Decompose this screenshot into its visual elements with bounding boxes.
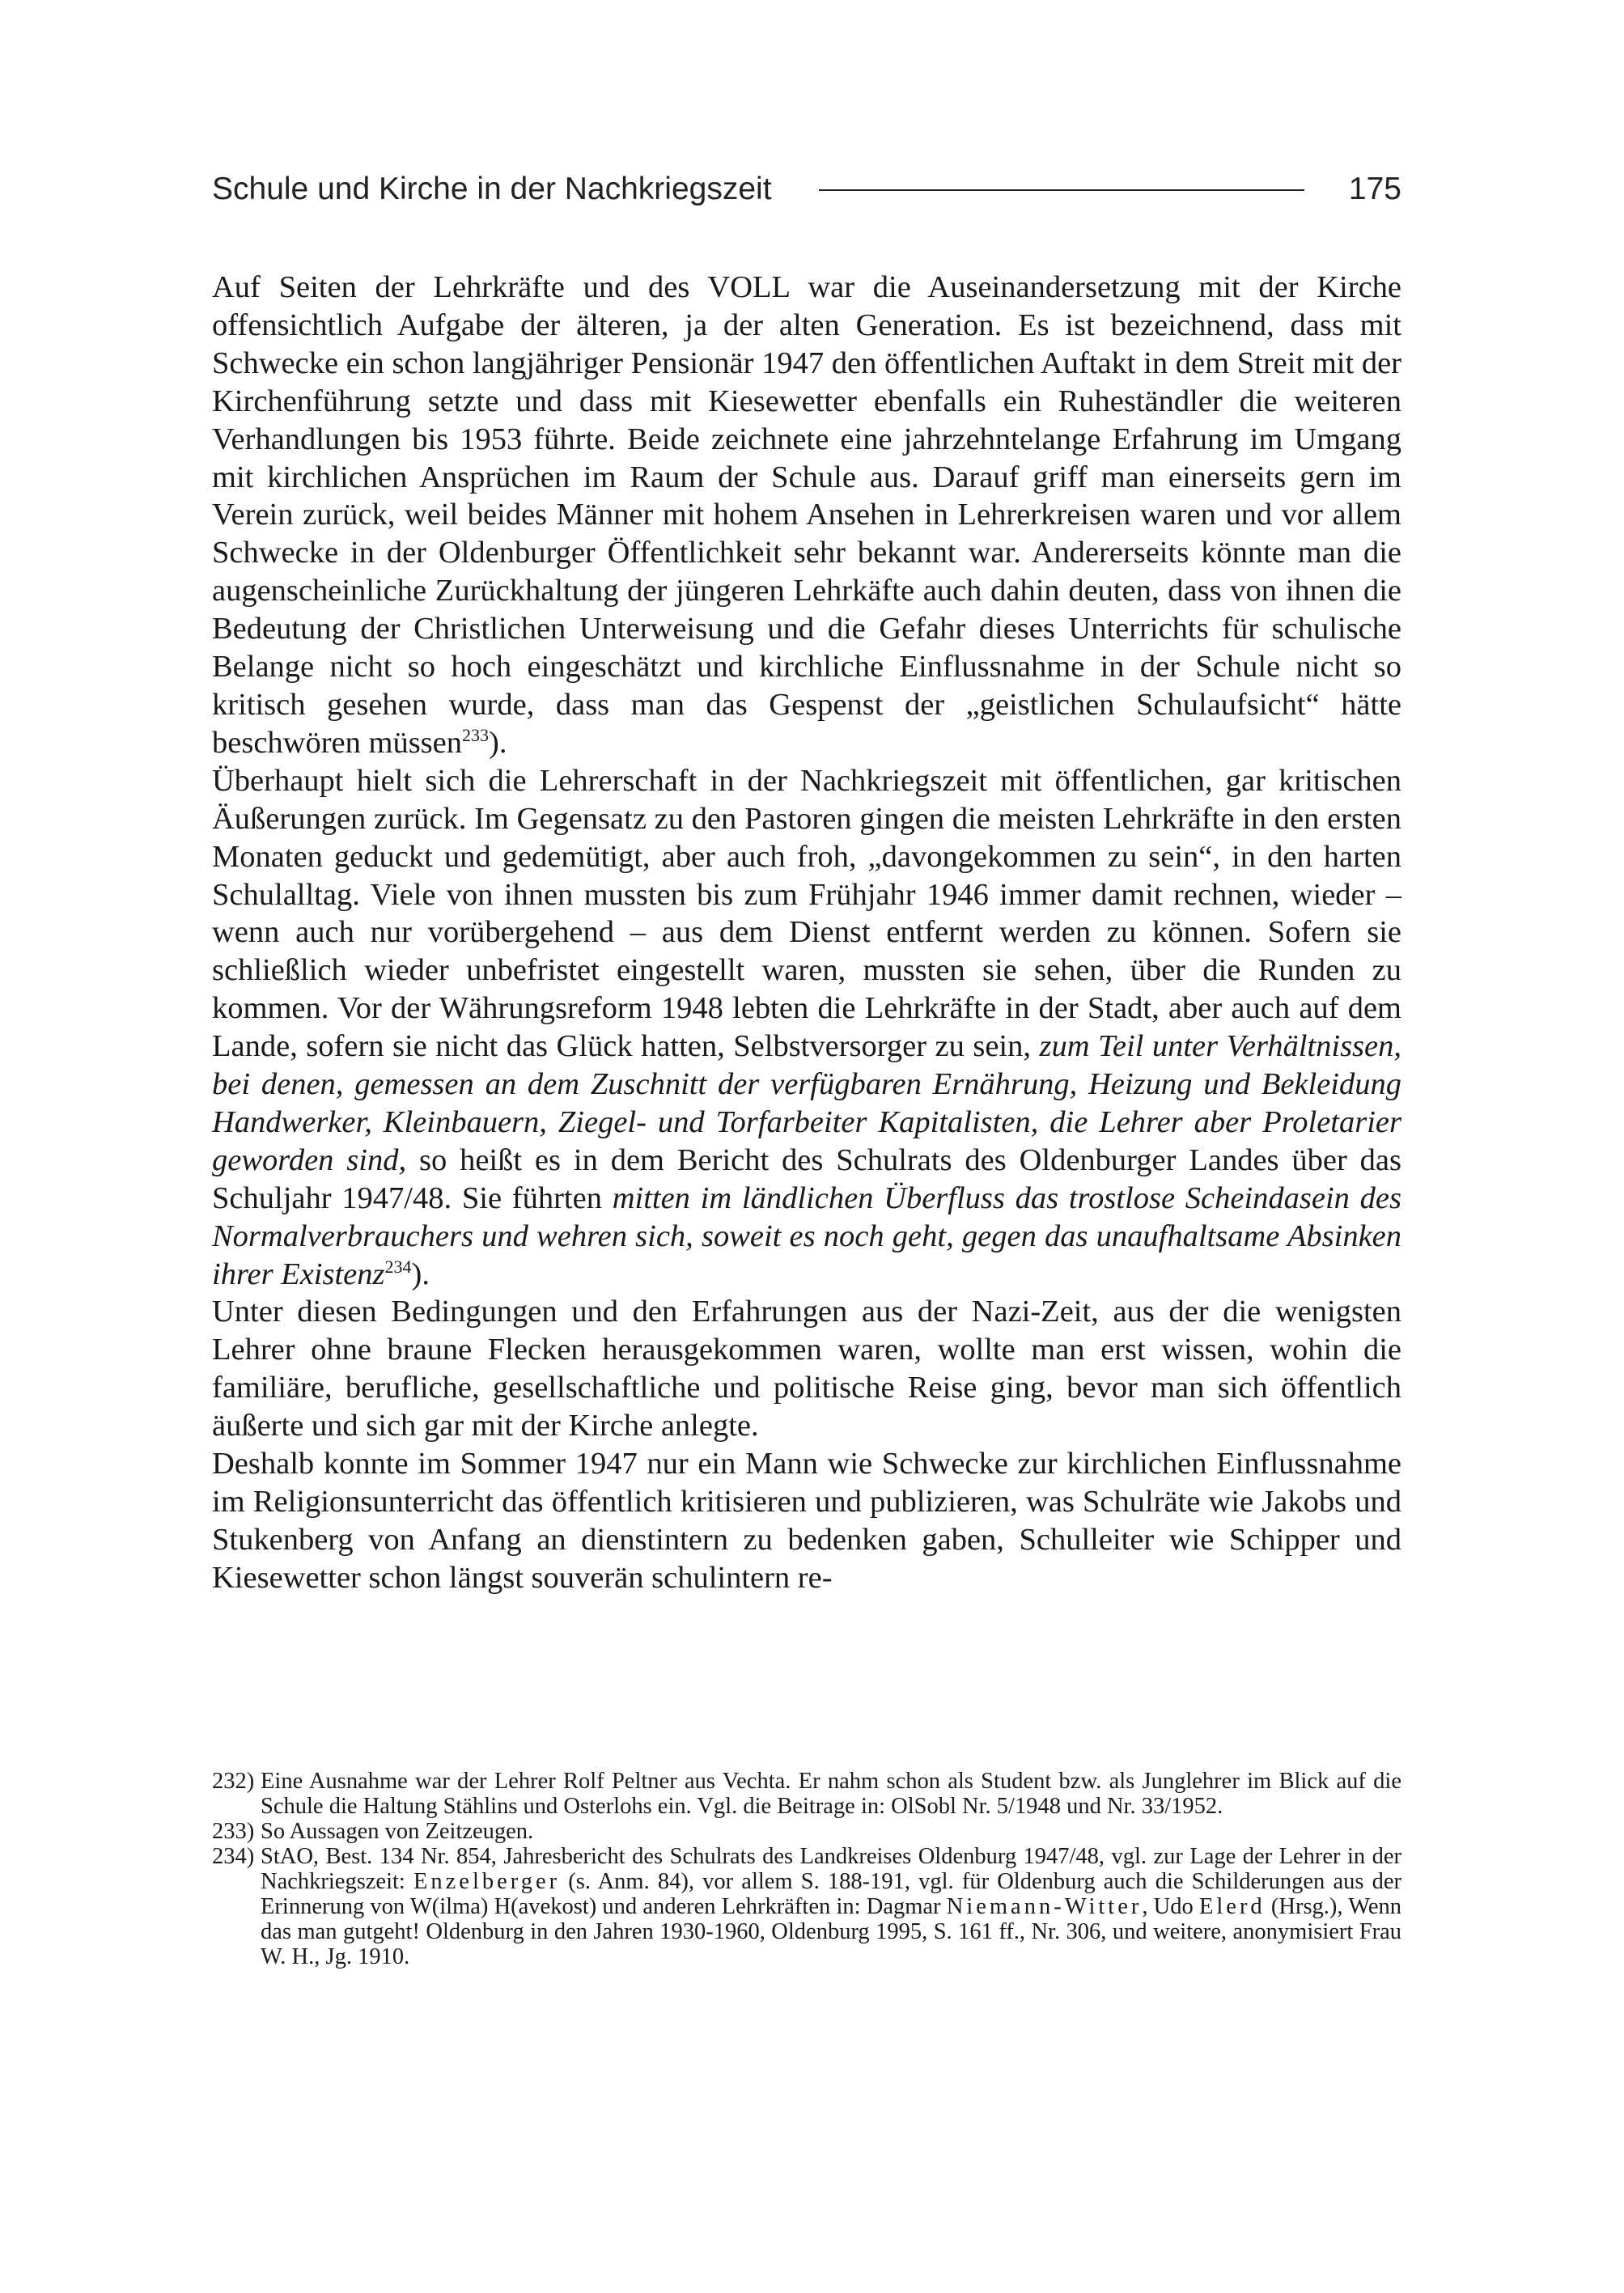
page-number: 175: [1348, 172, 1401, 206]
author-name-spaced: Enzelberger: [413, 1869, 561, 1894]
quotation-italic: mitten im ländlichen Überfluss das trostlose Scheindasein des Normalverbrauchers und wehren sich, soweit es noch geht, gegen das unaufhaltsame Absinken ihrer Existenz: [212, 1180, 1401, 1291]
footnote-number: 233): [212, 1819, 255, 1844]
text-run: ).: [489, 725, 507, 760]
running-title: Schule und Kirche in der Nachkriegszeit: [212, 172, 772, 206]
footnote: [212, 1769, 1401, 1819]
quotation-italic: zum Teil unter Verhältnissen, bei denen, gemessen an dem Zuschnitt der verfügbaren Ernährung, Heizung und Bekleidung Handwerker, Kleinbauern, Ziegel- und Torfarbeiter Kapitalisten, die Lehrer aber Proletarier geworden sind,: [212, 1029, 1402, 1177]
footnote-text: (Hrsg.), Wenn das man gutgeht! Oldenburg in den Jahren 1930-1960, Oldenburg 1995, S. 161 ff., Nr. 306, und weitere, anonymisiert Frau W. H., Jg. 1910.: [261, 1894, 1401, 1969]
paragraph: [212, 1293, 1401, 1445]
footnote-text: Eine Ausnahme war der Lehrer Rolf Peltner aus Vechta. Er nahm schon als Student bzw. als Junglehrer im Blick auf die Schule die Haltung Stählins und Osterlohs ein. Vgl. die Beitrage in: OlSobl Nr. 5/1948 und Nr. 33/1952.: [261, 1769, 1401, 1819]
footnote: [212, 1844, 1401, 1969]
footnote-text: , Udo: [1142, 1894, 1199, 1919]
paragraph: [212, 762, 1401, 1294]
text-run: Unter diesen Bedingungen und den Erfahrungen aus der Nazi-Zeit, aus der die wenigsten Lehrer ohne braune Flecken herausgekommen waren, wollte man erst wissen, wohin die familiäre, berufliche, gesellschaftliche und politische Reise ging, bevor man sich öffentlich äußerte und sich gar mit der Kirche anlegte.: [212, 1295, 1401, 1443]
author-name-spaced: Niemann-Witter: [946, 1894, 1143, 1919]
footnote: [212, 1819, 1401, 1844]
text-run: so heißt es in dem Bericht des Schulrats des Oldenburger Landes über das Schuljahr 1947/48. Sie führten: [212, 1142, 1401, 1215]
text-run: Überhaupt hielt sich die Lehrerschaft in der Nachkriegszeit mit öffentlichen, gar kritischen Äußerungen zurück. Im Gegensatz zu den Pastoren gingen die meisten Lehrkräfte in den ersten Monaten geduckt und gedemütigt, aber auch froh, „davongekommen zu sein“, in den harten Schulalltag. Viele von ihnen mussten bis zum Frühjahr 1946 immer damit rechnen, wieder – wenn auch nur vorübergehend – aus dem Dienst entfernt werden zu können. Sofern sie schließlich wieder unbefristet eingestellt waren, mussten sie sehen, über die Runden zu kommen. Vor der Währungsreform 1948 lebten die Lehrkräfte in der Stadt, aber auch auf dem Lande, sofern sie nicht das Glück hatten, Selbstversorger zu sein,: [212, 763, 1401, 1064]
text-run: ).: [411, 1257, 430, 1291]
page-header: [212, 167, 1401, 212]
paragraph: [212, 269, 1401, 762]
author-name-spaced: Elerd: [1198, 1894, 1266, 1919]
footnote-text: StAO, Best. 134 Nr. 854, Jahresbericht des Schulrats des Landkreises Oldenburg 1947/48, vgl. zur Lage der Lehrer in der Nachkriegszeit:: [261, 1844, 1401, 1894]
main-text: [212, 269, 1401, 1597]
text-run: Auf Seiten der Lehrkräfte und des VOLL war die Auseinandersetzung mit der Kirche offensichtlich Aufgabe der älteren, ja der alten Generation. Es ist bezeichnend, dass mit Schwecke ein schon langjähriger Pensionär 1947 den öffentlichen Auftakt in dem Streit mit der Kirchenführung setzte und dass mit Kiesewetter ebenfalls ein Ruheständler die weiteren Verhandlungen bis 1953 führte. Beide zeichnete eine jahrzehntelange Erfahrung im Umgang mit kirchlichen Ansprüchen im Raum der Schule aus. Darauf griff man einerseits gern im Verein zurück, weil beides Männer mit hohem Ansehen in Lehrerkreisen waren und vor allem Schwecke in der Oldenburger Öffentlichkeit sehr bekannt war. Andererseits könnte man die augenscheinliche Zurückhaltung der jüngeren Lehrkäfte auch dahin deuten, dass von ihnen die Bedeutung der Christlichen Unterweisung und die Gefahr dieses Unterrichts für schulische Belange nicht so hoch eingeschätzt und kirchliche Einflussnahme in der Schule nicht so kritisch gesehen wurde, dass man das Gespenst der „geistlichen Schulaufsicht“ hätte beschwören müssen: [212, 270, 1401, 760]
footnotes: [212, 1769, 1401, 1969]
paragraph: [212, 1445, 1401, 1597]
footnote-reference: 234: [384, 1256, 412, 1277]
text-run: Deshalb konnte im Sommer 1947 nur ein Mann wie Schwecke zur kirchlichen Einflussnahme im Religionsunterricht das öffentlich kritisieren und publizieren, was Schulräte wie Jakobs und Stukenberg von Anfang an dienstintern zu bedenken gaben, Schulleiter wie Schipper und Kiesewetter schon längst souverän schulintern re-: [212, 1447, 1401, 1595]
footnote-text: So Aussagen von Zeitzeugen.: [261, 1819, 534, 1844]
footnote-text: (s. Anm. 84), vor allem S. 188-191, vgl. für Oldenburg auch die Schilderungen aus der Erinnerung von W(ilma) H(avekost) und anderen Lehrkräften in: Dagmar: [261, 1869, 1401, 1919]
footnote-number: 232): [212, 1769, 255, 1794]
footnote-reference: 233: [462, 725, 489, 746]
footnote-number: 234): [212, 1844, 255, 1869]
header-rule: [819, 189, 1304, 191]
